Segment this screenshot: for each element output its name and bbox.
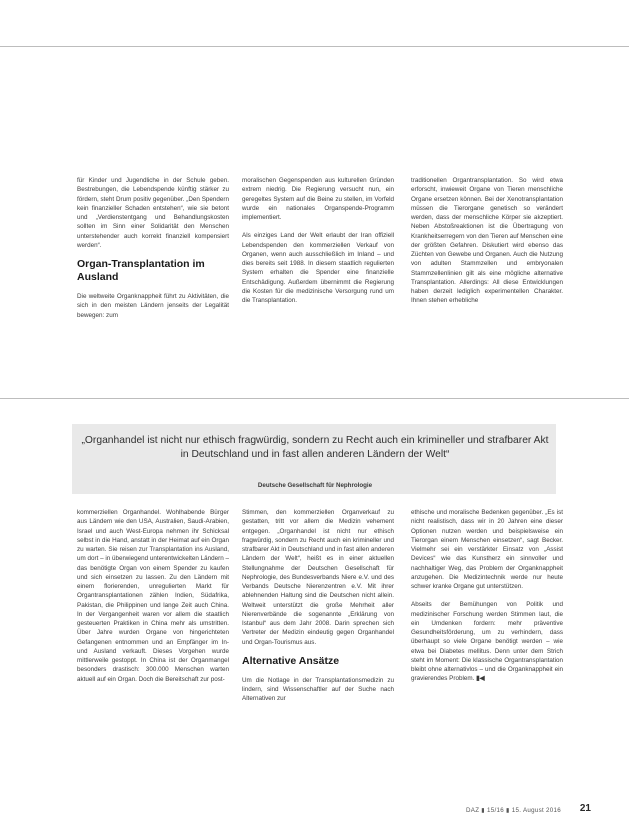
end-mark-icon: ▮◀ bbox=[476, 675, 485, 683]
paragraph: für Kinder und Jugendliche in der Schule geben. Bestrebungen, die Lebendspende künftig stärker zu fördern, steht Drum positiv gegenüber. „Den Spendern kein finanzieller Schaden entstehen“, wie sie betont und „Verdienstentgang und Behandlungskosten sollten im Sinn einer Solidarität den Menschen unterstehender auch korrekt finanziell kompensiert werden“. bbox=[77, 177, 229, 249]
paragraph-text: Abseits der Bemühungen von Politik und medizinischer Forschung werden Stimmen laut, die ein Umdenken fordern: mehr präventive Gesundheitsförderung, um zu verhindern, dass überhaupt so viele Organe benötigt werden – wie etwa bei Diabetes mellitus. Denn unter dem Strich steht im Moment: Die klassische Organtransplantation bleibt ohne alternativlos – und die Organknappheit ein gravierendes Problem. bbox=[411, 601, 563, 683]
paragraph: traditionellen Organtransplantation. So wird etwa erforscht, inwieweit Organe von Tieren menschliche Organe ersetzen können. Bei der Xenotransplantation müssen die Tierorgane genetisch so verändert werden, dass der menschliche Körper sie akzeptiert. Neben Abstoßreaktionen ist die Übertragung von Krankheitserregern von den Tieren auf Menschen eine der größten Gefahren. Diskutiert wird ebenso das Züchten von Gewebe und Organen. Auch die Nutzung von adulten Stammzellen und embryonalen Stammzellenlinien gilt als eine mögliche alternative Transplantation. Allerdings: All diese Entwicklungen haben derzeit lediglich experimentellen Charakter. Ihnen stehen erhebliche bbox=[411, 177, 563, 305]
paragraph: moralischen Gegenspenden aus kulturellen Gründen extrem niedrig. Die Regierung versucht nun, ein geregeltes System auf die Beine zu stellen, im Vorfeld wurde ein nationales Organspende-Programm implementiert. bbox=[242, 177, 394, 221]
upper-column-3 bbox=[411, 176, 563, 306]
paragraph: Um die Notlage in der Transplantationsmedizin zu lindern, sind Wissenschaftler auf der Suche nach Alternativen zur bbox=[242, 676, 394, 703]
paragraph bbox=[411, 600, 563, 683]
footer-issue-info: DAZ ▮ 15/16 ▮ 15. August 2016 bbox=[466, 807, 561, 814]
section-heading: Alternative Ansätze bbox=[242, 654, 340, 667]
paragraph: Stimmen, den kommerziellen Organverkauf zu gestatten, tritt vor allem die Medizin vehement entgegen. „Organhandel ist nicht nur ethisch fragwürdig, sondern zu Recht auch ein krimineller und strafbarer Akt in Deutschland und in fast allen anderen Ländern der Welt“, heißt es in einer aktuellen Stellungnahme der Deutschen Gesellschaft für Nephrologie, des Bundesverbands Niere e.V. und des Verbands Deutsche Nierenzentren e.V. Mit ihrer ablehnenden Haltung sind die Deutschen nicht allein. Weltweit unterstützt die große Mehrheit aller Nierenverbände die sogenannte „Erklärung von Istanbul“ aus dem Jahr 2008. Darin sprechen sich Vertreter der Medizin eindeutig gegen Organhandel und Organ-Tourismus aus. bbox=[242, 509, 394, 646]
paragraph: kommerziellen Organhandel. Wohlhabende Bürger aus Ländern wie den USA, Australien, Saudi-Arabien, Israel und auch West-Europa nehmen ihr Schicksal selbst in die Hand, anstatt in der Heimat auf ein Organ zu warten. Sie reisen zur Transplantation ins Ausland, um dort – in überwiegend unterentwickelten Ländern – das benötigte Organ von einem Spender zu kaufen und sich einsetzen zu lassen. Zu den Ländern mit einem florierenden, unregulierten Markt für Organtransplantationen zählen Indien, Südafrika, Pakistan, die Philippinen und lange Zeit auch China. In der Vergangenheit waren vor allem die staatlich gesteuerten Praktiken in China mehr als umstritten. Über Jahre wurden Organe von hingerichteten Gefangenen entnommen und an Empfänger im In- und Ausland verkauft. Dieses Vorgehen wurde mittlerweile gestoppt. In China ist der Organmangel besonders drastisch: 300.000 Menschen warten aktuell auf ein Organ. Doch die Bereitschaft zur post- bbox=[77, 509, 229, 683]
paragraph: Als einziges Land der Welt erlaubt der Iran offiziell Lebendspenden den kommerziellen Verkauf von Organen, wenn auch ausschließlich im Inland – und dies bereits seit 1988. In diesem staatlich regulierten System erhalten die Spender eine finanzielle Entschädigung. Außerdem übernimmt die Regierung die Kosten für die medizinische Versorgung rund um die Transplantation. bbox=[242, 232, 394, 304]
top-rule bbox=[0, 46, 629, 47]
section-heading: Organ-Transplantation im Ausland bbox=[77, 258, 205, 283]
paragraph: ethische und moralische Bedenken gegenüber. „Es ist nicht realistisch, dass wir in 20 Jahren eine dieser Optionen nutzen werden und beispielsweise ein Tierorgan einem Menschen einsetzen“, sagt Becker. Vielmehr sei ein verstärkter Einsatz von „Assist Devices“ wie das Kunstherz ein sinnvoller und nachhaltiger Weg, das Problem der Organknappheit anzugehen. Die Medizintechnik werde nur heute schwer kranke Organe gut unterstützen. bbox=[411, 509, 563, 590]
upper-column-1 bbox=[77, 176, 229, 320]
paragraph: Die weltweite Organknappheit führt zu Aktivitäten, die sich in den meisten Ländern jenseits der Legalität bewegen: zum bbox=[77, 293, 229, 319]
page-number: 21 bbox=[579, 803, 591, 814]
lower-column-2 bbox=[242, 508, 394, 704]
pull-quote-source: Deutsche Gesellschaft für Nephrologie bbox=[257, 482, 373, 489]
lower-column-1 bbox=[77, 508, 229, 684]
upper-column-2 bbox=[242, 176, 394, 305]
lower-column-3 bbox=[411, 508, 563, 684]
middle-rule bbox=[0, 398, 629, 399]
pull-quote-text: „Organhandel ist nicht nur ethisch fragwürdig, sondern zu Recht auch ein krimineller und strafbarer Akt in Deutschland und in fast allen anderen Ländern der Welt“ bbox=[81, 435, 549, 460]
